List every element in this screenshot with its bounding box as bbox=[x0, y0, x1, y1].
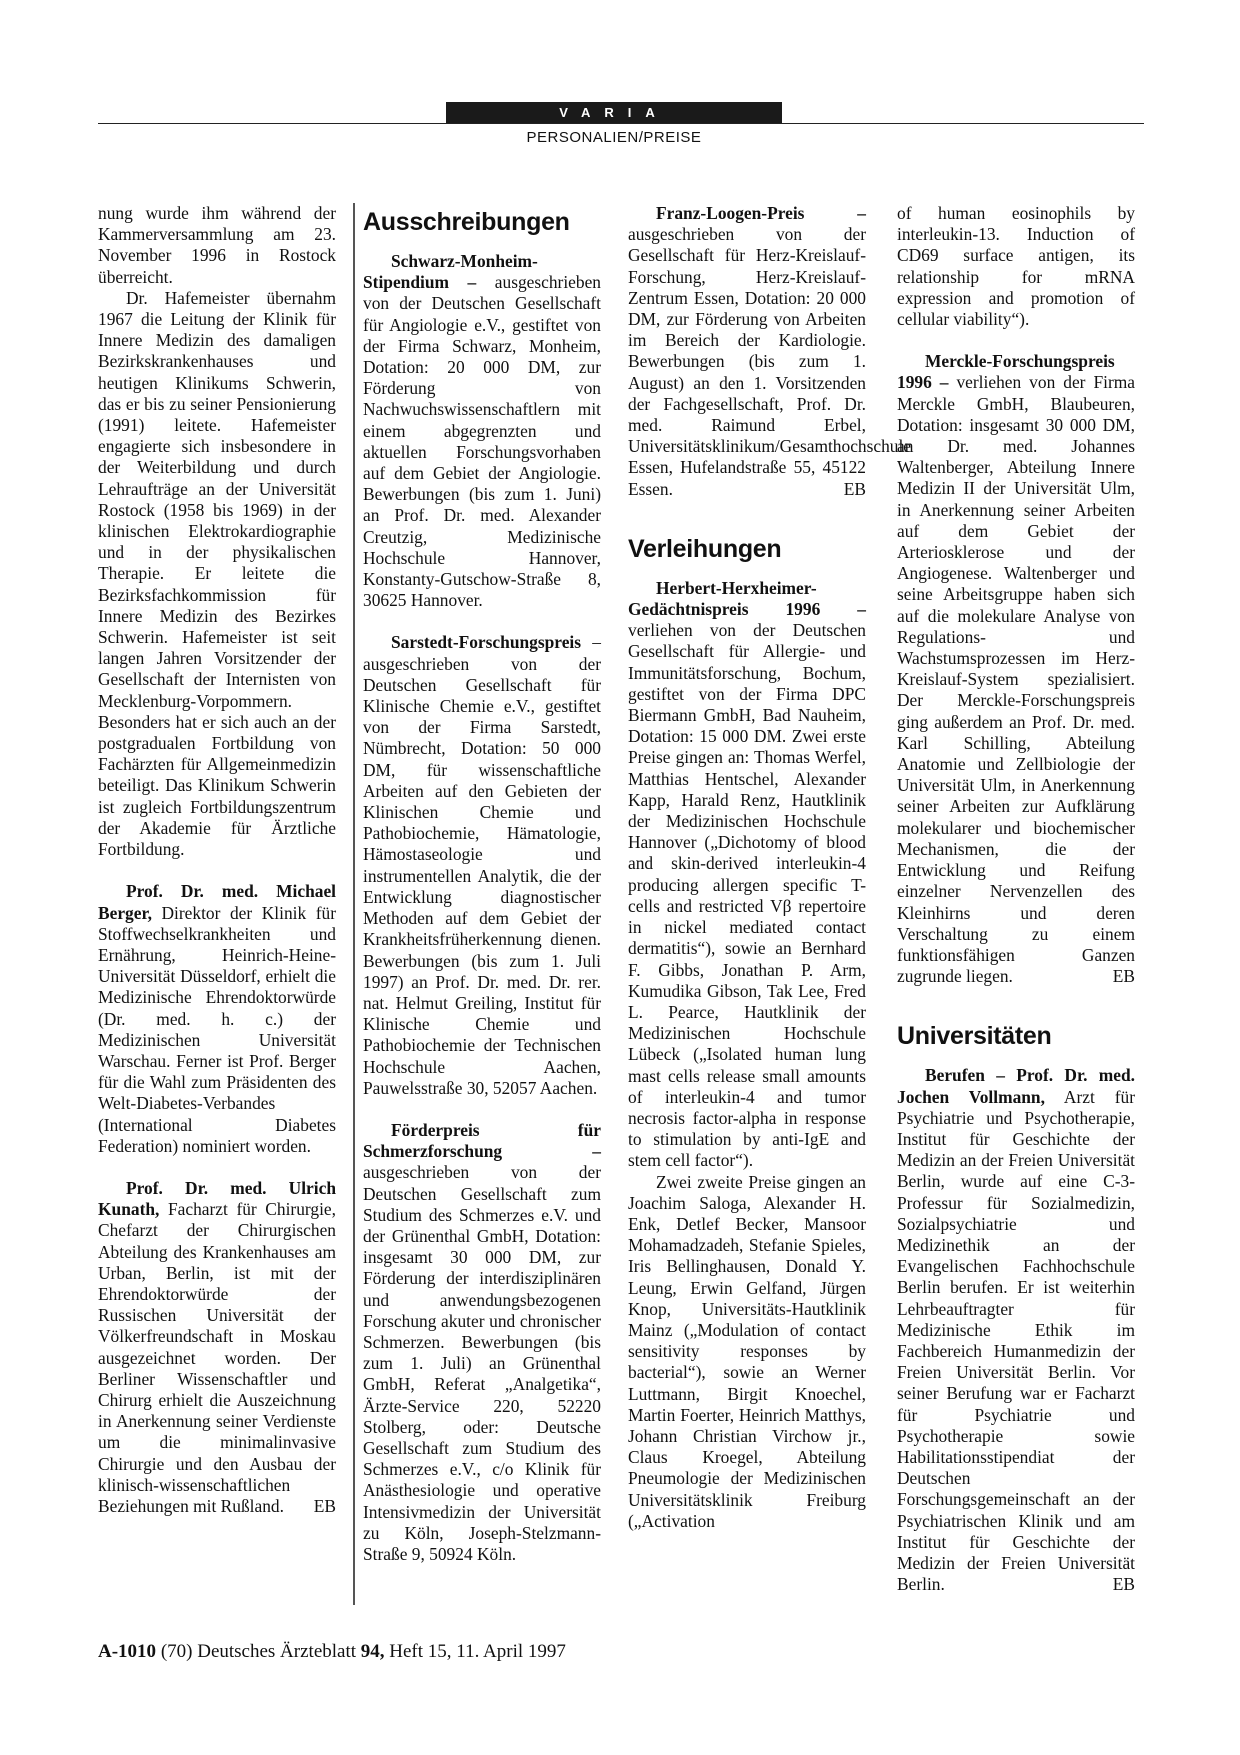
column-2 bbox=[363, 203, 601, 1565]
column-1 bbox=[98, 203, 336, 1517]
paragraph bbox=[363, 632, 601, 1098]
paragraph-text: verliehen von der Deutschen Gesellschaft für Allergie- und Immunitätsforschung, Bochum, gestiftet von der Firma DPC Biermann GmbH, Bad Nauheim, Dotation: 15 000 DM. Zwei erste Preise gingen an: Thomas Werfel, Matthias Hentschel, Alexander Kapp, Harald Renz, Hautklinik der Medizinischen Hochschule Hannover („Dichotomy of blood and skin-derived interleukin-4 producing allergen specific T-cells and restricted Vβ repertoire in nickel mediated contact dermatitis“), sowie an Bernhard F. Gibbs, Jonathan P. Arm, Kumudika Gibson, Tak Lee, Fred L. Pearce, Hautklinik der Medizinischen Hochschule Lübeck („Isolated human lung mast cells release small amounts of interleukin-4 and tumor necrosis factor-alpha in response to stimulation by anti-IgE and stem cell factor“). bbox=[628, 620, 866, 1171]
paragraph-text: ausgeschrieben von der Deutschen Gesellschaft für Angiologie e.V., gestiftet von der Firma Schwarz, Monheim, Dotation: 20 000 DM, zur Förderung von Nachwuchswissenschaftlern mit einem abgegrenzten und aktuellen Forschungsvorhaben auf dem Gebiet der Angiologie. Bewerbungen (bis zum 1. Juni) an Prof. Dr. med. Alexander Creutzig, Medizinische Hochschule Hannover, Konstanty-Gutschow-Straße 8, 30625 Hannover. bbox=[363, 272, 602, 611]
award-name: Förderpreis für Schmerzforschung – bbox=[363, 1119, 601, 1162]
heading-ausschreibungen: Ausschreibungen bbox=[363, 208, 570, 236]
header-rule bbox=[98, 123, 1144, 124]
section-subtitle: PERSONALIEN/PREISE bbox=[526, 129, 702, 146]
page-number: A-1010 bbox=[98, 1641, 157, 1662]
heading-verleihungen: Verleihungen bbox=[628, 534, 782, 563]
page-footer bbox=[98, 1640, 566, 1664]
paragraph bbox=[897, 1065, 1135, 1595]
section-banner: VARIA bbox=[446, 102, 782, 123]
column-divider bbox=[353, 203, 355, 1605]
paragraph bbox=[897, 351, 1135, 987]
paragraph-text: ausgeschrieben von der Deutschen Gesellschaft zum Studium des Schmerzes e.V. und der Grünenthal GmbH, Dotation: insgesamt 30 000 DM, zur Förderung der interdisziplinären und anwendungsbezogenen Forschung akuter und chronischer Schmerzen. Bewerbungen (bis zum 1. Juli) an Grünenthal GmbH, Referat „Analgetika“, Ärzte-Service 220, 52220 Stolberg, oder: Deutsche Gesellschaft zum Studium des Schmerzes e.V., c/o Klinik für Anästhesiologie und operative Intensivmedizin der Universität zu Köln, Joseph-Stelzmann-Straße 9, 50924 Köln. bbox=[363, 1162, 601, 1564]
paragraph-text: Facharzt für Chirurgie, Chefarzt der Chirurgischen Abteilung des Krankenhauses am Urban, Berlin, ist mit der Ehrendoktorwürde der Russischen Universität der Völkerfreundschaft in Moskau ausgezeichnet worden. Der Berliner Wissenschaftler und Chirurg erhielt die Auszeichnung in Anerkennung seiner Verdienste um die minimalinvasive Chirurgie und den Ausbau der klinisch-wissenschaftlichen Beziehungen mit Rußland. bbox=[98, 1199, 336, 1516]
author-sign: EB bbox=[1112, 1574, 1135, 1595]
volume-number: 94, bbox=[360, 1641, 385, 1662]
award-name: Schwarz-Monheim-Stipendium – bbox=[363, 251, 538, 293]
award-name: Herbert-Herxheimer-Gedächtnispreis 1996 – bbox=[628, 577, 866, 620]
author-sign: EB bbox=[313, 1495, 336, 1516]
column-4 bbox=[897, 203, 1135, 1595]
author-sign: EB bbox=[1112, 966, 1135, 987]
paragraph bbox=[628, 203, 912, 500]
paragraph-text: – ausgeschrieben von der Deutschen Gesellschaft für Klinische Chemie e.V., gestiftet von der Firma Sarstedt, Nümbrecht, Dotation: 50 000 DM, für wissenschaftliche Arbeiten auf den Gebieten der Klinischen Chemie und Pathobiochemie, Hämatologie, Hämostaseologie und instrumentellen Analytik, die der Entwicklung diagnostischer Methoden auf dem Gebiet der Krankheitsfrüherkennung dienen. Bewerbungen (bis zum 1. Juli 1997) an Prof. Dr. med. Dr. rer. nat. Helmut Greiling, Institut für Klinische Chemie und Pathobiochemie der Technischen Hochschule Aachen, Pauwelsstraße 30, 52057 Aachen. bbox=[363, 632, 601, 1098]
paragraph-text: Arzt für Psychiatrie und Psychotherapie, Institut für Geschichte der Medizin an der Freien Universität Berlin, wurde auf eine C-3-Professur für Sozialmedizin, Sozialpsychiatrie und Medizinethik an der Evangelischen Fachhochschule Berlin berufen. Er ist weiterhin Lehrbeauftragter für Medizinische Ethik im Fachbereich Humanmedizin der Freien Universität Berlin. Vor seiner Berufung war er Facharzt für Psychiatrie und Psychotherapie sowie Habilitationsstipendiat der Deutschen Forschungsgemeinschaft an der Psychiatrischen Klinik und am Institut für Geschichte der Medizin der Freien Universität Berlin. bbox=[897, 1086, 1135, 1595]
heading-universitaeten: Universitäten bbox=[897, 1022, 1052, 1051]
paragraph bbox=[363, 1120, 601, 1565]
paragraph: of human eosinophils by interleukin-13. Induction of CD69 surface antigen, its relationship for mRNA expression and promotion of cellular viability“). bbox=[897, 203, 1135, 330]
paragraph bbox=[363, 251, 601, 611]
award-name: Sarstedt-Forschungspreis bbox=[391, 632, 582, 653]
paragraph bbox=[98, 881, 336, 1157]
person-name: Prof. Dr. med. Ulrich Kunath, bbox=[98, 1177, 336, 1220]
journal-ref: (70) Deutsches Ärzteblatt bbox=[160, 1641, 357, 1662]
award-name: Merckle-Forschungspreis 1996 – bbox=[897, 351, 1115, 393]
issue-date: Heft 15, 11. April 1997 bbox=[389, 1641, 566, 1662]
paragraph: Dr. Hafemeister übernahm 1967 die Leitung der Klinik für Innere Medizin des damaligen Bezirkskrankenhauses und heutigen Klinikums Schwerin, das er bis zu seiner Pensionierung (1991) leitete. Hafemeister engagierte sich insbesondere in der Weiterbildung und durch Lehraufträge an der Universität Rostock (1958 bis 1969) in der klinischen Elektrokardiographie und in der physikalischen Therapie. Er leitete die Bezirksfachkommission für Innere Medizin des Bezirkes Schwerin. Hafemeister ist seit langen Jahren Vorsitzender der Gesellschaft der Internisten von Mecklenburg-Vorpommern. Besonders hat er sich auch an der postgradualen Fortbildung von Fachärzten für Allgemeinmedizin beteiligt. Das Klinikum Schwerin ist zugleich Fortbildungszentrum der Akademie für Ärztliche Fortbildung. bbox=[98, 287, 336, 860]
person-name: Berufen – Prof. Dr. med. Jochen Vollmann, bbox=[897, 1065, 1135, 1107]
paragraph bbox=[628, 578, 866, 1172]
paragraph-text: ausgeschrieben von der Gesellschaft für Herz-Kreislauf-Forschung, Herz-Kreislauf-Zentrum Essen, Dotation: 20 000 DM, zur Förderung von Arbeiten im Bereich der Kardiologie. Bewerbungen (bis zum 1. August) an den 1. Vorsitzenden der Fachgesellschaft, Prof. Dr. med. Raimund Erbel, Universitätsklinikum/Gesamthochschule Essen, Hufelandstraße 55, 45122 Essen. bbox=[628, 224, 912, 499]
award-name: Franz-Loogen-Preis – bbox=[656, 203, 866, 223]
paragraph-text: verliehen von der Firma Merckle GmbH, Blaubeuren, Dotation: insgesamt 30 000 DM, an Dr. med. Johannes Waltenberger, Abteilung Innere Medizin II der Universität Ulm, in Anerkennung seiner Arbeiten auf dem Gebiet der Arteriosklerose und der Angiogenese. Waltenberger und seine Arbeitsgruppe haben sich auf die molekulare Analyse von Regulations- und Wachstumsprozessen im Herz-Kreislauf-System spezialisiert. Der Merckle-Forschungspreis ging außerdem an Prof. Dr. med. Karl Schilling, Abteilung Anatomie und Zellbiologie der Universität Ulm, in Anerkennung seiner Arbeiten zur Aufklärung molekularer und biochemischer Mechanismen, die der Entwicklung und Reifung einzelner Nervenzellen des Kleinhirns und deren Verschaltung zu einem funktionsfähigen Ganzen zugrunde liegen. bbox=[897, 372, 1136, 987]
person-name: Prof. Dr. med. Michael Berger, bbox=[98, 881, 336, 923]
paragraph-text: Direktor der Klinik für Stoffwechselkrankheiten und Ernährung, Heinrich-Heine-Universität Düsseldorf, erhielt die Medizinische Ehrendoktorwürde (Dr. med. h. c.) der Medizinischen Universität Warschau. Ferner ist Prof. Berger für die Wahl zum Präsidenten des Welt-Diabetes-Verbandes (International Diabetes Federation) nominiert worden. bbox=[98, 902, 336, 1156]
column-3 bbox=[628, 203, 912, 1532]
paragraph bbox=[98, 1178, 336, 1517]
paragraph: Zwei zweite Preise gingen an Joachim Saloga, Alexander H. Enk, Detlef Becker, Mansoor Mohamadzadeh, Stefanie Spieles, Iris Bellinghausen, Donald Y. Leung, Erwin Gelfand, Jürgen Knop, Universitäts-Hautklinik Mainz („Modulation of contact sensitivity responses by bacterial“), sowie an Werner Luttmann, Birgit Knoechel, Martin Foerter, Heinrich Matthys, Johann Christian Virchow jr., Claus Kroegel, Abteilung Pneumologie der Medizinischen Universitätsklinik Freiburg („Activation bbox=[628, 1171, 866, 1531]
paragraph: nung wurde ihm während der Kammerversammlung am 23. November 1996 in Rostock überreicht. bbox=[98, 203, 336, 287]
author-sign: EB bbox=[843, 478, 866, 499]
